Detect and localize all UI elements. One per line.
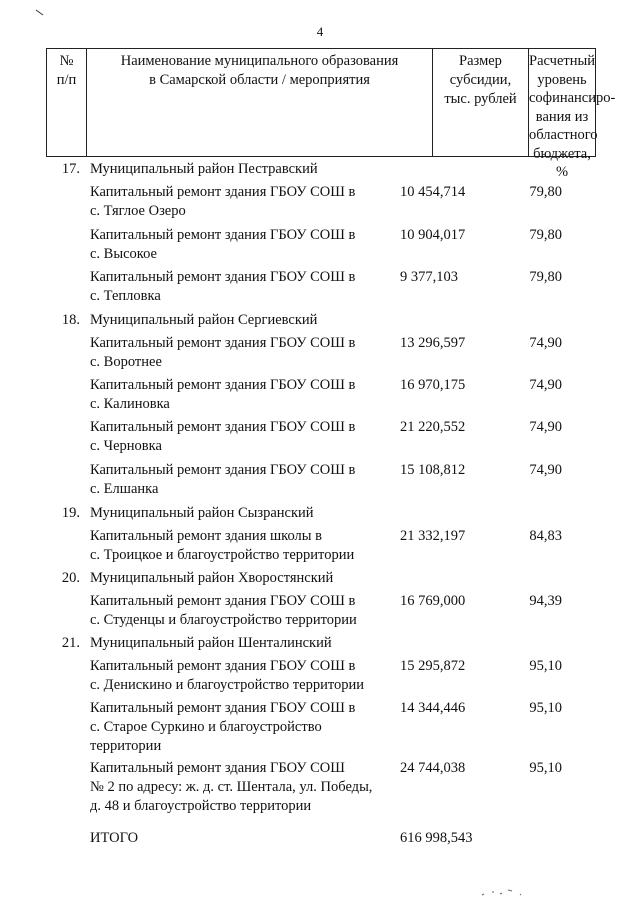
group-number: 17. <box>61 161 80 177</box>
item-percent: 84,83 <box>529 528 562 544</box>
item-sum: 24 744,038 <box>400 760 466 776</box>
group-number: 19. <box>61 505 80 521</box>
item-description: Капитальный ремонт здания ГБОУ СОШ в с. Старое Суркино и благоустройство территории <box>90 700 356 754</box>
item-percent: 79,80 <box>529 269 562 285</box>
item-percent: 79,80 <box>529 227 562 243</box>
item-description: Капитальный ремонт здания ГБОУ СОШ в с. Высокое <box>90 227 356 262</box>
scan-speck <box>34 8 46 18</box>
group-number: 21. <box>61 635 80 651</box>
header-sum-cell: Размер субсидии, тыс. рублей <box>433 49 529 156</box>
group-number: 18. <box>61 312 80 328</box>
header-name-cell: Наименование муниципального образования в Самарской области / мероприятия <box>87 49 433 156</box>
item-sum: 10 904,017 <box>400 227 466 243</box>
group-number: 20. <box>61 570 80 586</box>
item-description: Капитальный ремонт здания ГБОУ СОШ в с. Студенцы и благоустройство территории <box>90 593 357 628</box>
item-description: Капитальный ремонт здания ГБОУ СОШ в с. Елшанка <box>90 462 356 497</box>
group-title: Муниципальный район Шенталинский <box>90 635 332 651</box>
item-description: Капитальный ремонт здания ГБОУ СОШ в с. Тяглое Озеро <box>90 184 356 219</box>
item-description: Капитальный ремонт здания ГБОУ СОШ в с. Калиновка <box>90 377 356 412</box>
group-title: Муниципальный район Хворостянский <box>90 570 334 586</box>
header-pct-cell: Расчетный уровень софинансиро- вания из областного бюджета, % <box>529 53 616 180</box>
item-description: Капитальный ремонт здания ГБОУ СОШ в с. Денискино и благоустройство территории <box>90 658 364 693</box>
item-percent: 95,10 <box>529 658 562 674</box>
item-percent: 74,90 <box>529 419 562 435</box>
item-percent: 95,10 <box>529 700 562 716</box>
group-title: Муниципальный район Сергиевский <box>90 312 318 328</box>
item-percent: 74,90 <box>529 335 562 351</box>
item-sum: 21 220,552 <box>400 419 466 435</box>
item-percent: 95,10 <box>529 760 562 776</box>
item-sum: 16 970,175 <box>400 377 466 393</box>
item-description: Капитальный ремонт здания ГБОУ СОШ в с. Тепловка <box>90 269 356 304</box>
item-sum: 15 108,812 <box>400 462 466 478</box>
item-sum: 9 377,103 <box>400 269 458 285</box>
header-num-cell: № п/п <box>47 49 87 156</box>
item-sum: 21 332,197 <box>400 528 466 544</box>
item-sum: 16 769,000 <box>400 593 466 609</box>
group-title: Муниципальный район Сызранский <box>90 505 314 521</box>
item-description: Капитальный ремонт здания школы в с. Троицкое и благоустройство территории <box>90 528 355 563</box>
scan-speck <box>478 886 538 900</box>
item-sum: 15 295,872 <box>400 658 466 674</box>
item-description: Капитальный ремонт здания ГБОУ СОШ в с. Черновка <box>90 419 356 454</box>
item-description: Капитальный ремонт здания ГБОУ СОШ № 2 по адресу: ж. д. ст. Шентала, ул. Победы, д. 48 и благоустройство территории <box>90 760 373 814</box>
item-sum: 10 454,714 <box>400 184 466 200</box>
item-sum: 13 296,597 <box>400 335 466 351</box>
item-percent: 74,90 <box>529 377 562 393</box>
item-description: Капитальный ремонт здания ГБОУ СОШ в с. Воротнее <box>90 335 356 370</box>
item-percent: 79,80 <box>529 184 562 200</box>
total-sum: 616 998,543 <box>400 830 473 846</box>
item-percent: 94,39 <box>529 593 562 609</box>
group-title: Муниципальный район Пестравский <box>90 161 318 177</box>
total-label: ИТОГО <box>90 830 139 846</box>
page-number: 4 <box>316 24 324 39</box>
item-sum: 14 344,446 <box>400 700 466 716</box>
item-percent: 74,90 <box>529 462 562 478</box>
